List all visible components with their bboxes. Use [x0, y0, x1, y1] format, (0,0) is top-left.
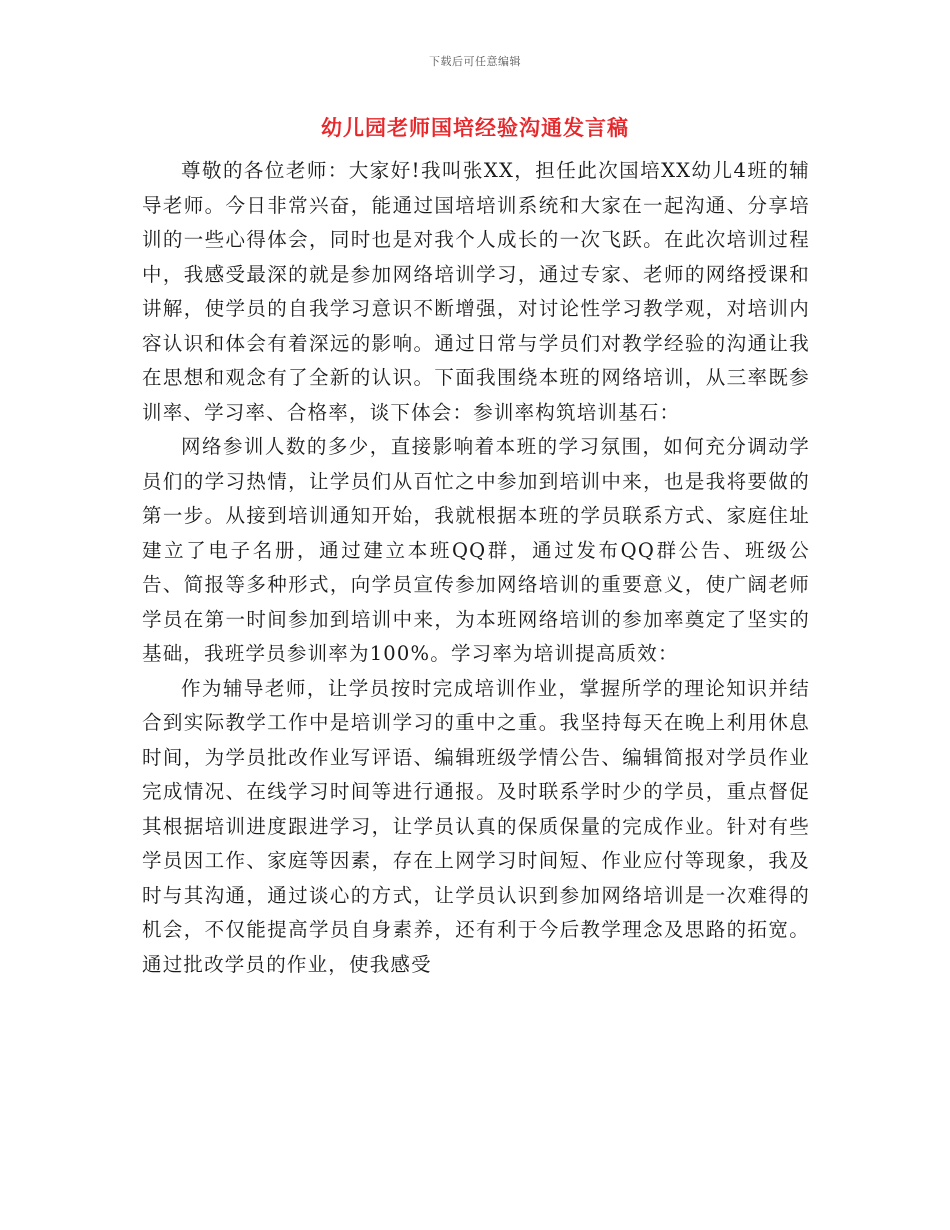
paragraph-3: 作为辅导老师，让学员按时完成培训作业，掌握所学的理论知识并结合到实际教学工作中是培训学习的重中之重。我坚持每天在晚上利用休息时间，为学员批改作业写评语、编辑班级学情公告、编辑简报对学员作业完成情况、在线学习时间等进行通报。及时联系学时少的学员，重点督促其根据培训进度跟进学习，让学员认真的保质保量的完成作业。针对有些学员因工作、家庭等因素，存在上网学习时间短、作业应付等现象，我及时与其沟通，通过谈心的方式，让学员认识到参加网络培训是一次难得的机会，不仅能提高学员自身素养，还有利于今后教学理念及思路的拓宽。通过批改学员的作业，使我感受 — [142, 676, 810, 976]
paragraph-1: 尊敬的各位老师：大家好!我叫张XX，担任此次国培XX幼儿4班的辅导老师。今日非常兴奋，能通过国培培训系统和大家在一起沟通、分享培训的一些心得体会，同时也是对我个人成长的一次飞跃。在此次培训过程中，我感受最深的就是参加网络培训学习，通过专家、老师的网络授课和讲解，使学员的自我学习意识不断增强，对讨论性学习教学观，对培训内容认识和体会有着深远的影响。通过日常与学员们对教学经验的沟通让我在思想和观念有了全新的认识。下面我围绕本班的网络培训，从三率既参训率、学习率、合格率，谈下体会：参训率构筑培训基石： — [142, 159, 810, 424]
header-note: 下载后可任意编辑 — [429, 55, 521, 68]
document-title: 幼儿园老师国培经验沟通发言稿 — [321, 116, 629, 140]
paragraph-2: 网络参训人数的多少，直接影响着本班的学习氛围，如何充分调动学员们的学习热情，让学员们从百忙之中参加到培训中来，也是我将要做的第一步。从接到培训通知开始，我就根据本班的学员联系方式、家庭住址建立了电子名册，通过建立本班QQ群，通过发布QQ群公告、班级公告、简报等多种形式，向学员宣传参加网络培训的重要意义，使广阔老师学员在第一时间参加到培训中来，为本班网络培训的参加率奠定了坚实的基础，我班学员参训率为100%。学习率为培训提高质效： — [142, 435, 810, 665]
document-body — [142, 154, 810, 982]
